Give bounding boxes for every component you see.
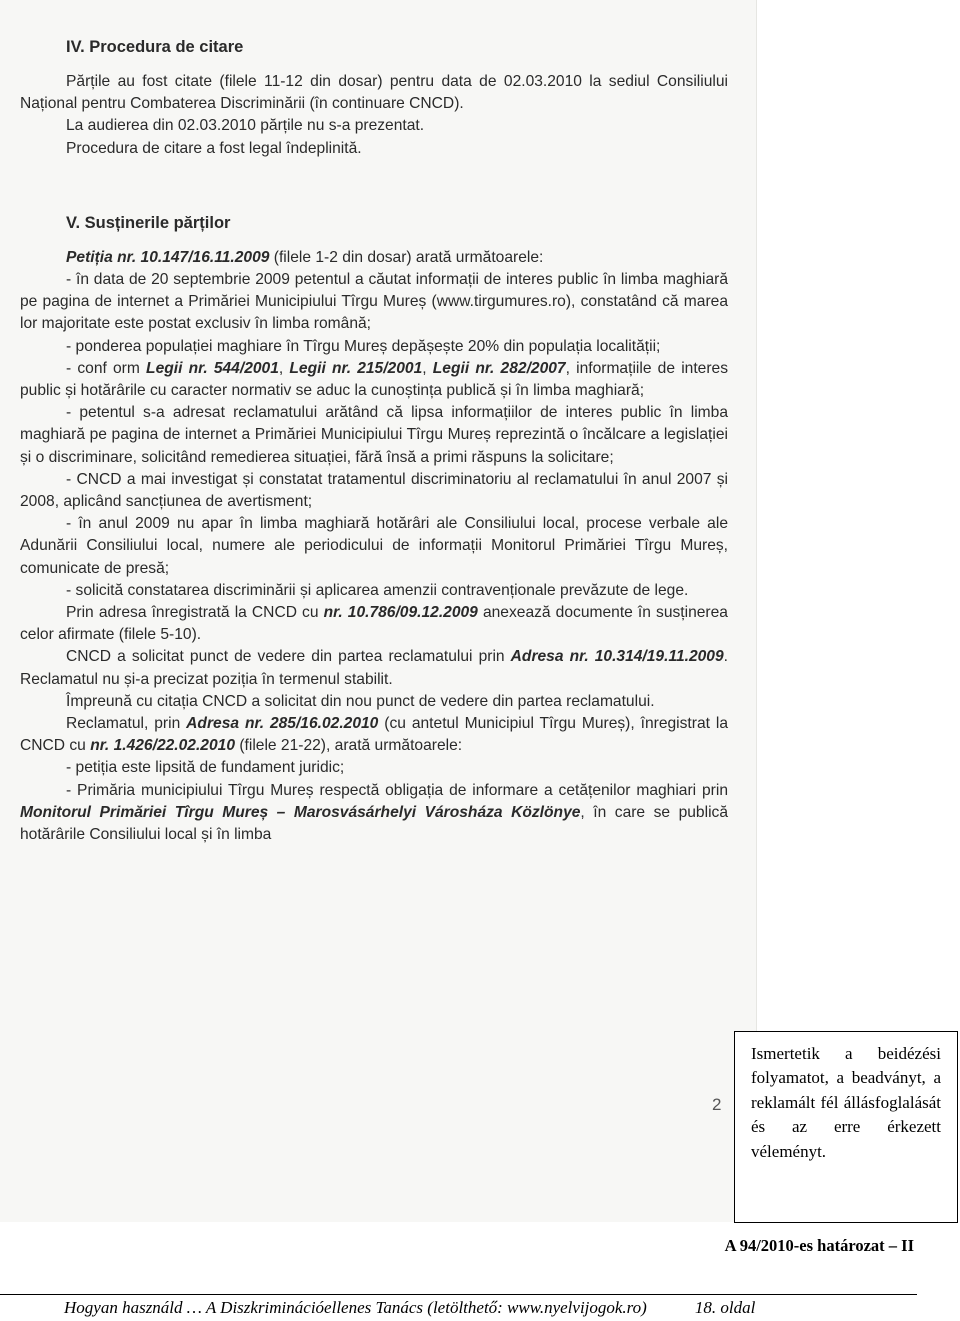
list-item: - CNCD a mai investigat și constatat tratamentul discriminatoriu al reclamatului în anul 2007 și 2008, aplicând sancțiunea de avertisment; bbox=[20, 470, 728, 511]
list-item: - Primăria municipiului Tîrgu Mureș respectă obligația de informare a cetățenilor maghiari prin Monitorul Primăriei Tîrgu Mureș – Marosvásárhelyi Városháza Közlönye, în care se publică hotărârile Consiliului local și în limba bbox=[20, 781, 728, 844]
law-reference: Legii nr. 215/2001 bbox=[289, 359, 423, 377]
footer-title: Hogyan használd … A Diszkriminációellenes Tanács (letölthető: www.nyelvijogok.ro) bbox=[64, 1298, 647, 1317]
paragraph: CNCD a solicitat punct de vedere din partea reclamatului prin Adresa nr. 10.314/19.11.2009. Reclamatul nu și-a precizat poziția în termenul stabilit. bbox=[20, 648, 728, 688]
paragraph: Părțile au fost citate (filele 11-12 din dosar) pentru data de 02.03.2010 la sediul Consiliului Național pentru Combaterea Discriminării (în continuare CNCD). bbox=[20, 73, 728, 113]
list-item: - petentul s-a adresat reclamatului arătând că lipsa informațiilor de interes public în limba maghiară pe pagina de internet a Primăriei Municipiului Tîrgu Mureș reprezintă o încălcare a legislației și o discriminare, solicitând remedierea situației, fără însă a primi răspuns la solicitare; bbox=[20, 404, 728, 466]
list-item: - în data de 20 septembrie 2009 petentul a căutat informații de interes public în limba maghiară pe pagina de internet a Primăriei Municipiului Tîrgu Mureș (www.tirgumures.ro), constatând că marea lor majoritate este postat exclusiv în limba română; bbox=[20, 271, 728, 333]
paragraph: Împreună cu citația CNCD a solicitat din nou punct de vedere din partea reclamatului. bbox=[66, 692, 655, 710]
list-item: - în anul 2009 nu apar în limba maghiară hotărâri ale Consiliului local, procese verbale ale Adunării Consiliului local, numere ale periodicului de informații Monitorul Primăriei Tîrgu Mureș, comunicate de presă; bbox=[20, 515, 728, 577]
paragraph: Procedura de citare a fost legal îndeplinită. bbox=[66, 139, 362, 157]
publication-reference: Monitorul Primăriei Tîrgu Mureș – Marosvásárhelyi Városháza Közlönye bbox=[20, 803, 581, 821]
law-reference: Legii nr. 544/2001 bbox=[146, 359, 279, 377]
list-item: - solicită constatarea discriminării și aplicarea amenzii contravenționale prevăzute de lege. bbox=[66, 581, 689, 599]
page-footer bbox=[64, 1298, 755, 1318]
list-item: - ponderea populației maghiare în Tîrgu Mureș depășește 20% din populația localității; bbox=[66, 337, 661, 355]
decision-label: A 94/2010-es határozat – II bbox=[724, 1236, 914, 1255]
footer-page-number: 18. oldal bbox=[694, 1298, 756, 1317]
document-reference: Adresa nr. 10.314/19.11.2009 bbox=[510, 648, 724, 666]
paragraph: Reclamatul, prin Adresa nr. 285/16.02.2010 (cu antetul Municipiul Tîrgu Mureș), înregistrat la CNCD cu nr. 1.426/22.02.2010 (filele 21-22), arată următoarele: bbox=[20, 715, 729, 755]
paragraph: Prin adresa înregistrată la CNCD cu nr. 10.786/09.12.2009 anexează documente în susținerea celor afirmate (filele 5-10). bbox=[20, 604, 728, 644]
section-heading-sustinerile: V. Susținerile părților bbox=[66, 213, 231, 232]
section-heading-procedura: IV. Procedura de citare bbox=[66, 38, 244, 56]
petition-reference: Petiția nr. 10.147/16.11.2009 bbox=[66, 248, 270, 266]
list-item: - conf orm Legii nr. 544/2001, Legii nr. 215/2001, Legii nr. 282/2007, informațiile de interes public și hotărârile cu caracter normativ se aduc la cunoștința publică și în limba maghiară; bbox=[20, 359, 728, 400]
paragraph: La audierea din 02.03.2010 părțile nu s-a prezentat. bbox=[66, 117, 425, 135]
law-reference: Legii nr. 282/2007 bbox=[432, 359, 566, 377]
list-item: - petiția este lipsită de fundament juridic; bbox=[66, 759, 345, 777]
margin-note-box: Ismertetik a beidézési folyamatot, a beadványt, a reklamált fél állásfoglalását és az erre érkezett véleményt. bbox=[734, 1031, 958, 1223]
footer-divider bbox=[0, 1294, 917, 1295]
document-reference: Adresa nr. 285/16.02.2010 bbox=[186, 715, 379, 733]
document-reference: nr. 10.786/09.12.2009 bbox=[323, 604, 478, 622]
scanned-document-text bbox=[20, 36, 728, 846]
scanned-page-number: 2 bbox=[712, 1095, 722, 1114]
paragraph: Petiția nr. 10.147/16.11.2009 (filele 1-2 din dosar) arată următoarele: bbox=[66, 248, 544, 266]
document-reference: nr. 1.426/22.02.2010 bbox=[90, 737, 235, 755]
